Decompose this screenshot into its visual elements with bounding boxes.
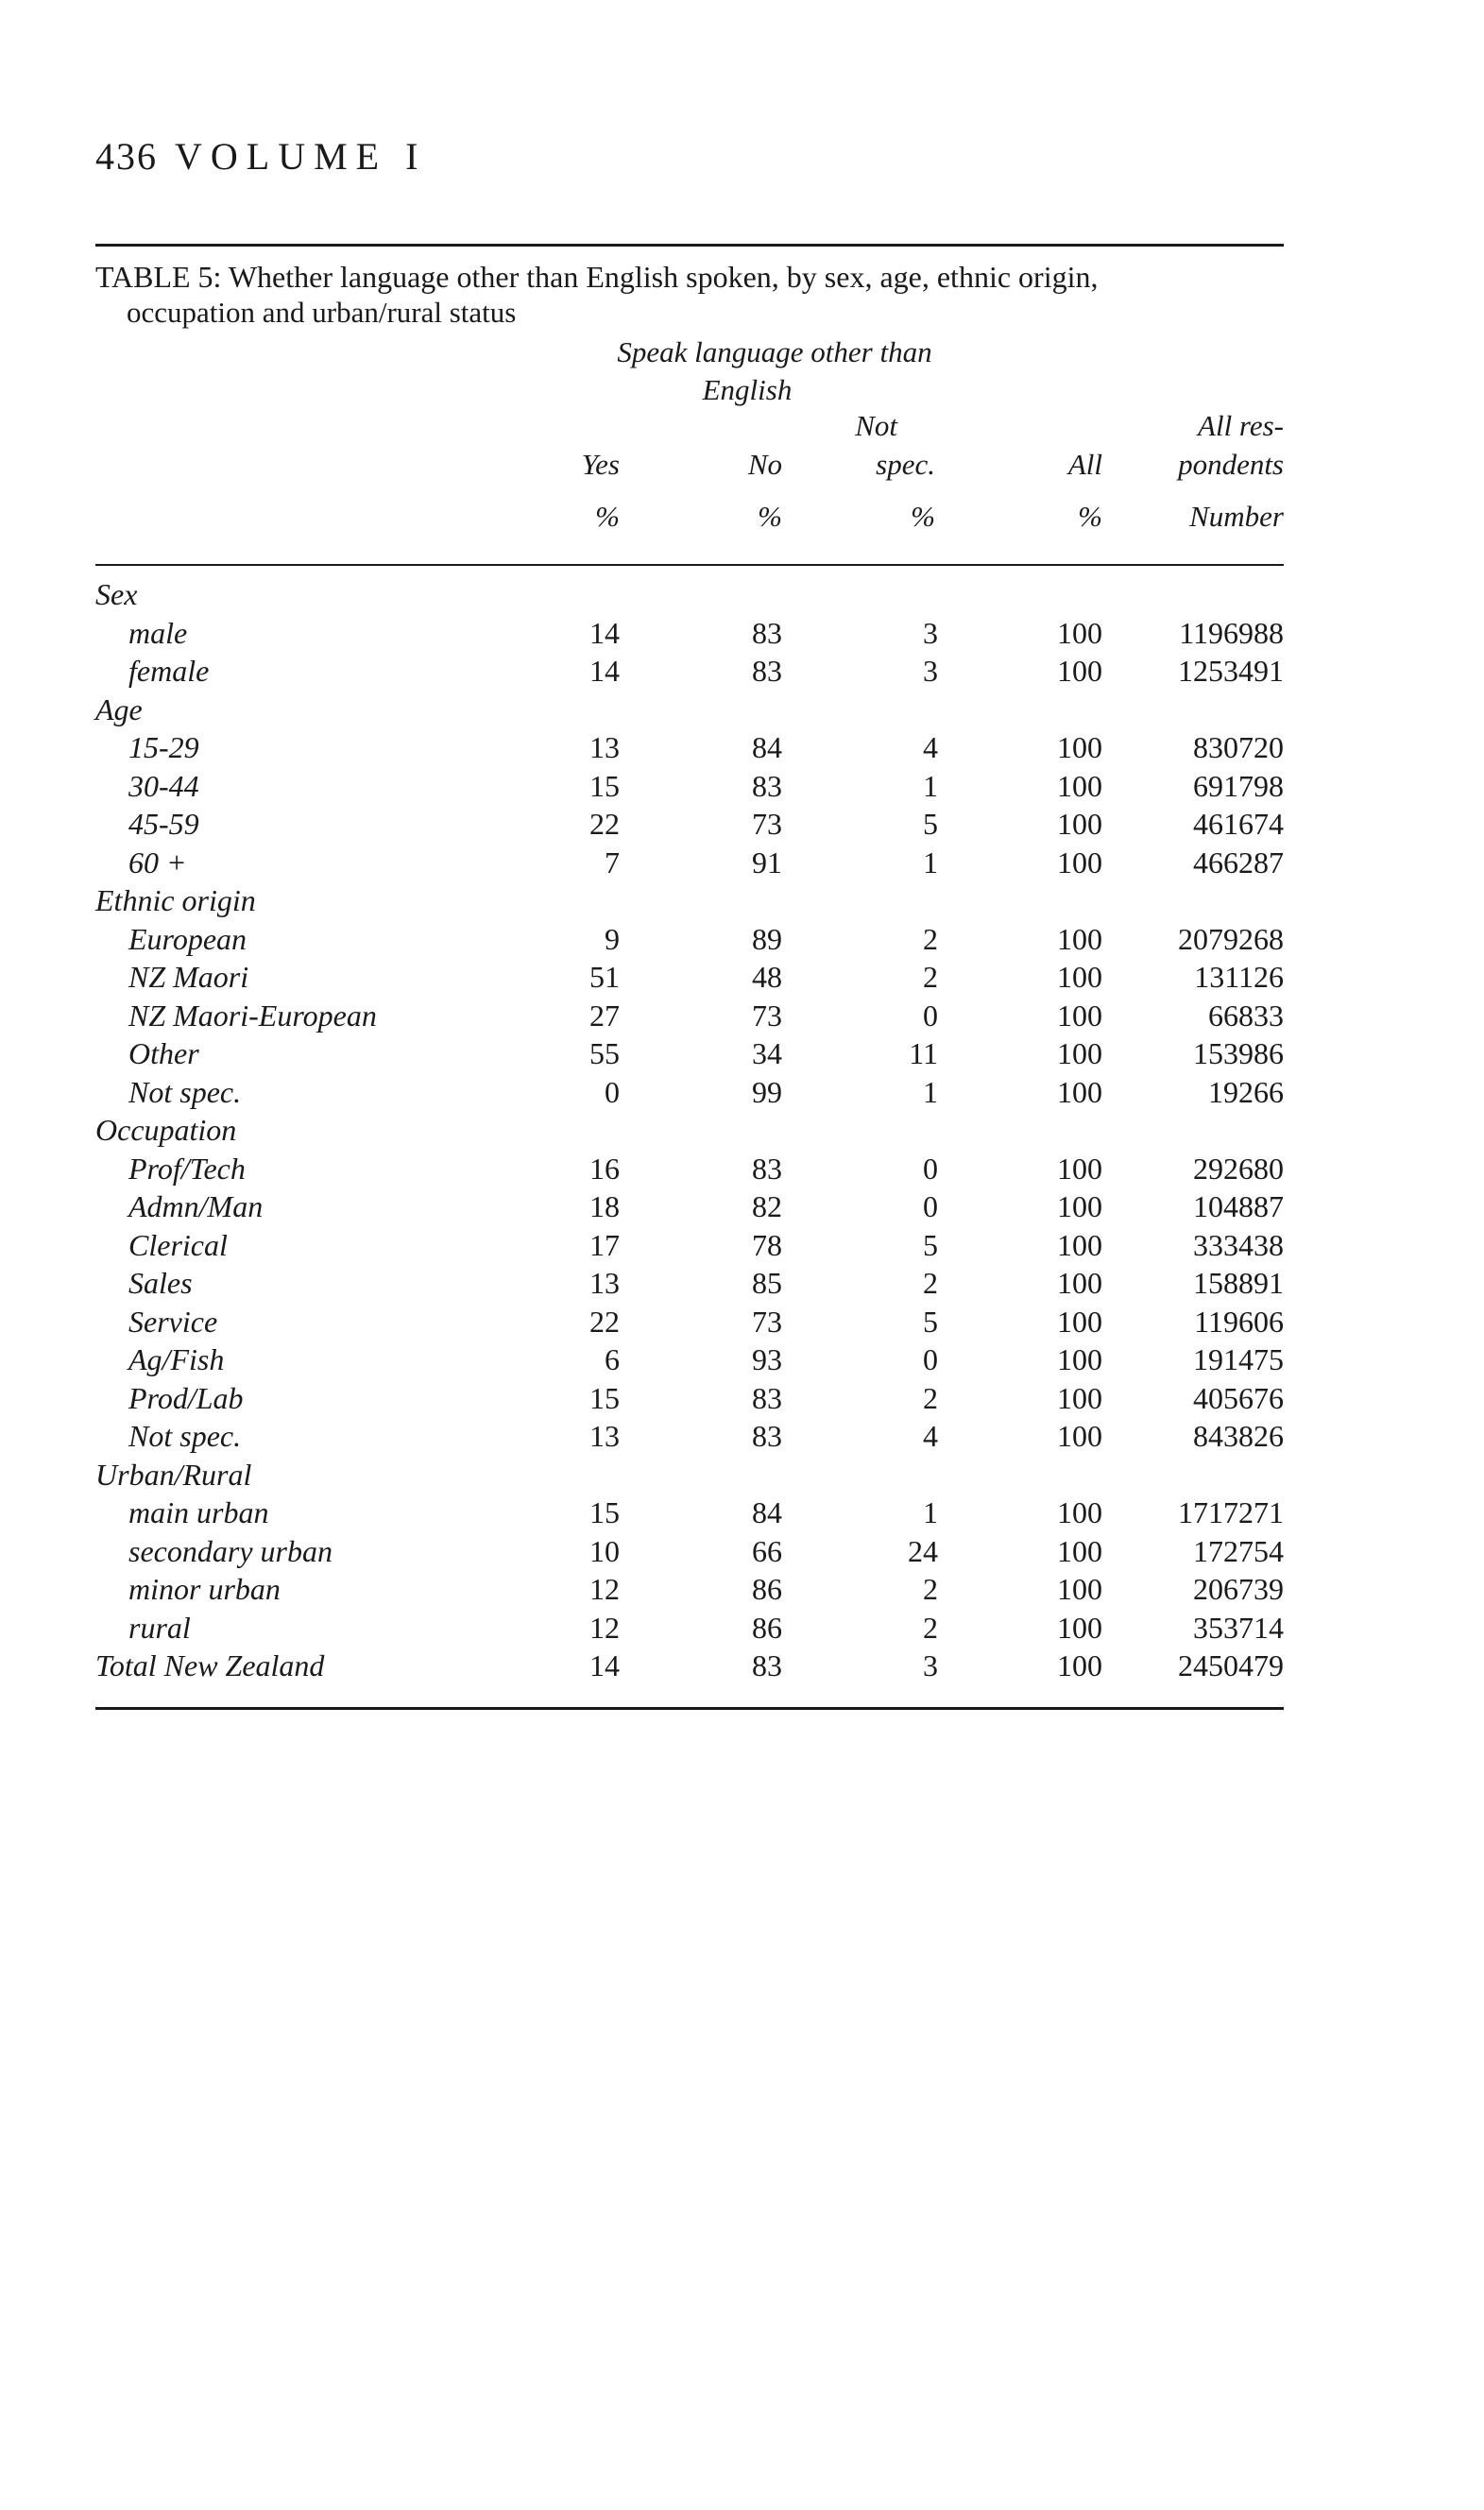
row-label: NZ Maori: [128, 960, 249, 994]
unit-yes: %: [595, 500, 620, 533]
group-heading-row: [95, 1111, 1284, 1150]
cell-no: 66: [752, 1533, 782, 1568]
cell-not-spec: 3: [923, 1648, 938, 1682]
row-label: Ag/Fish: [128, 1342, 225, 1376]
row-label: 45-59: [128, 807, 199, 841]
cell-all: 100: [1057, 1189, 1102, 1223]
table-row: [95, 614, 1284, 653]
group-label: Age: [95, 692, 143, 726]
table-bottom-rule: [95, 1707, 1284, 1710]
cell-no: 34: [752, 1036, 782, 1070]
cell-all: 100: [1057, 1342, 1102, 1376]
cell-number: 405676: [1193, 1380, 1284, 1415]
cell-number: 206739: [1193, 1572, 1284, 1606]
row-label: main urban: [128, 1495, 269, 1529]
table-row: [95, 844, 1284, 882]
table-row: [95, 1073, 1284, 1112]
header-no: No: [747, 448, 782, 481]
cell-number: 353714: [1193, 1610, 1284, 1645]
cell-no: 83: [752, 1648, 782, 1682]
cell-no: 93: [752, 1342, 782, 1376]
cell-all: 100: [1057, 654, 1102, 688]
cell-not-spec: 0: [923, 1342, 938, 1376]
row-label: rural: [128, 1610, 191, 1645]
cell-number: 292680: [1193, 1151, 1284, 1186]
group-label: Occupation: [95, 1113, 237, 1147]
table-row: [95, 1264, 1284, 1303]
cell-yes: 14: [589, 1648, 620, 1682]
row-label: minor urban: [128, 1572, 281, 1606]
cell-all: 100: [1057, 1495, 1102, 1529]
cell-all: 100: [1057, 1074, 1102, 1109]
cell-yes: 10: [589, 1533, 620, 1568]
row-label: Admn/Man: [128, 1189, 264, 1223]
cell-yes: 14: [589, 654, 620, 688]
cell-no: 83: [752, 1151, 782, 1186]
unit-respondents: Number: [1189, 500, 1284, 533]
cell-all: 100: [1057, 960, 1102, 994]
cell-number: 131126: [1194, 960, 1284, 994]
cell-yes: 51: [589, 960, 620, 994]
row-label: Sales: [128, 1266, 193, 1300]
cell-all: 100: [1057, 1572, 1102, 1606]
table-row: [95, 1494, 1284, 1532]
cell-not-spec: 24: [908, 1533, 938, 1568]
cell-not-spec: 0: [923, 998, 938, 1033]
group-heading-row: [95, 691, 1284, 729]
header-respondents-line-2: pondents: [1178, 448, 1284, 481]
table-row: [95, 1417, 1284, 1456]
cell-all: 100: [1057, 730, 1102, 764]
cell-not-spec: 1: [923, 768, 938, 803]
table-row: [95, 1187, 1284, 1226]
row-label: secondary urban: [128, 1533, 333, 1568]
cell-yes: 22: [589, 807, 620, 841]
cell-not-spec: 4: [923, 730, 938, 764]
row-label: Not spec.: [128, 1419, 242, 1453]
cell-no: 73: [752, 1304, 782, 1339]
cell-number: 119606: [1194, 1304, 1284, 1339]
column-spanner: [529, 333, 1020, 409]
table-row: [95, 920, 1284, 959]
cell-no: 78: [752, 1227, 782, 1262]
group-label: Total New Zealand: [95, 1648, 325, 1682]
cell-number: 158891: [1193, 1266, 1284, 1300]
cell-number: 830720: [1193, 730, 1284, 764]
cell-not-spec: 2: [923, 960, 938, 994]
header-rule: [95, 564, 1284, 566]
cell-yes: 6: [605, 1342, 620, 1376]
cell-yes: 0: [605, 1074, 620, 1109]
cell-no: 85: [752, 1266, 782, 1300]
group-heading-row: [95, 575, 1284, 614]
cell-no: 82: [752, 1189, 782, 1223]
table-row: [95, 1034, 1284, 1073]
unit-all: %: [1078, 500, 1102, 533]
table-row: [95, 958, 1284, 997]
cell-number: 172754: [1193, 1533, 1284, 1568]
header-respondents-line-1: All res-: [1198, 409, 1284, 442]
table-caption: [95, 259, 1288, 331]
table-row: [95, 1303, 1284, 1341]
cell-yes: 12: [589, 1610, 620, 1645]
table-row: [95, 997, 1284, 1035]
header-not-spec-line-2: spec.: [876, 448, 935, 481]
table-row: [95, 1226, 1284, 1265]
row-label: Clerical: [128, 1227, 228, 1262]
group-label: Urban/Rural: [95, 1457, 252, 1492]
cell-all: 100: [1057, 807, 1102, 841]
row-label: NZ Maori-European: [128, 998, 377, 1033]
table-row: [95, 1570, 1284, 1609]
cell-no: 89: [752, 921, 782, 956]
cell-no: 86: [752, 1572, 782, 1606]
cell-yes: 12: [589, 1572, 620, 1606]
cell-not-spec: 2: [923, 1266, 938, 1300]
header-yes: Yes: [581, 448, 620, 481]
cell-no: 48: [752, 960, 782, 994]
cell-all: 100: [1057, 998, 1102, 1033]
cell-number: 466287: [1193, 845, 1284, 879]
cell-all: 100: [1057, 768, 1102, 803]
table-body: [95, 575, 1284, 1685]
cell-not-spec: 0: [923, 1151, 938, 1186]
cell-yes: 15: [589, 1380, 620, 1415]
cell-yes: 15: [589, 768, 620, 803]
table-row: [95, 1150, 1284, 1188]
cell-not-spec: 1: [923, 1074, 938, 1109]
table-row: [95, 1609, 1284, 1648]
spanner-line-2: English: [702, 373, 793, 406]
cell-all: 100: [1057, 1610, 1102, 1645]
row-label: Prod/Lab: [128, 1380, 244, 1415]
cell-no: 83: [752, 1419, 782, 1453]
unit-not-spec: %: [911, 500, 935, 533]
cell-yes: 15: [589, 1495, 620, 1529]
cell-all: 100: [1057, 845, 1102, 879]
cell-not-spec: 5: [923, 1304, 938, 1339]
cell-yes: 14: [589, 615, 620, 650]
cell-yes: 17: [589, 1227, 620, 1262]
row-label: 60 +: [128, 845, 187, 879]
cell-number: 2079268: [1178, 921, 1284, 956]
row-label: European: [128, 921, 247, 956]
cell-number: 2450479: [1178, 1648, 1284, 1682]
cell-number: 153986: [1193, 1036, 1284, 1070]
cell-all: 100: [1057, 1266, 1102, 1300]
cell-not-spec: 1: [923, 1495, 938, 1529]
cell-all: 100: [1057, 615, 1102, 650]
cell-not-spec: 2: [923, 921, 938, 956]
row-label: 15-29: [128, 730, 199, 764]
cell-all: 100: [1057, 1380, 1102, 1415]
cell-all: 100: [1057, 1419, 1102, 1453]
cell-not-spec: 3: [923, 654, 938, 688]
cell-number: 461674: [1193, 807, 1284, 841]
cell-not-spec: 3: [923, 615, 938, 650]
cell-yes: 9: [605, 921, 620, 956]
cell-not-spec: 5: [923, 1227, 938, 1262]
cell-no: 73: [752, 998, 782, 1033]
cell-no: 83: [752, 615, 782, 650]
cell-yes: 16: [589, 1151, 620, 1186]
group-label: Sex: [95, 577, 138, 611]
cell-no: 86: [752, 1610, 782, 1645]
table-row: [95, 1532, 1284, 1571]
cell-not-spec: 1: [923, 845, 938, 879]
row-label: Service: [128, 1304, 218, 1339]
cell-not-spec: 11: [909, 1036, 938, 1070]
cell-yes: 27: [589, 998, 620, 1033]
row-label: female: [128, 654, 210, 688]
cell-number: 191475: [1193, 1342, 1284, 1376]
cell-yes: 18: [589, 1189, 620, 1223]
cell-number: 1196988: [1179, 615, 1284, 650]
group-heading-row: [95, 1456, 1284, 1494]
cell-number: 1717271: [1178, 1495, 1284, 1529]
cell-yes: 13: [589, 1419, 620, 1453]
table-row: [95, 652, 1284, 691]
cell-number: 19266: [1208, 1074, 1284, 1109]
cell-number: 104887: [1193, 1189, 1284, 1223]
table-row: [95, 767, 1284, 806]
cell-number: 333438: [1193, 1227, 1284, 1262]
unit-no: %: [758, 500, 782, 533]
table-row: [95, 728, 1284, 767]
cell-all: 100: [1057, 1151, 1102, 1186]
row-label: Other: [128, 1036, 199, 1070]
cell-not-spec: 2: [923, 1380, 938, 1415]
cell-no: 99: [752, 1074, 782, 1109]
running-head: [95, 134, 426, 179]
cell-not-spec: 5: [923, 807, 938, 841]
cell-yes: 22: [589, 1304, 620, 1339]
cell-all: 100: [1057, 1304, 1102, 1339]
table-row: [95, 1379, 1284, 1418]
cell-yes: 7: [605, 845, 620, 879]
cell-no: 84: [752, 1495, 782, 1529]
cell-all: 100: [1057, 1227, 1102, 1262]
row-label: Not spec.: [128, 1074, 242, 1109]
spanner-line-1: Speak language other than: [617, 335, 932, 368]
total-row: [95, 1647, 1284, 1685]
cell-no: 83: [752, 654, 782, 688]
group-heading-row: [95, 881, 1284, 920]
table-row: [95, 1340, 1284, 1379]
table-top-rule: [95, 244, 1284, 247]
cell-all: 100: [1057, 1648, 1102, 1682]
cell-number: 691798: [1193, 768, 1284, 803]
cell-not-spec: 2: [923, 1572, 938, 1606]
group-label: Ethnic origin: [95, 883, 256, 917]
header-all: All: [1067, 448, 1102, 481]
cell-yes: 55: [589, 1036, 620, 1070]
caption-line-2: occupation and urban/rural status: [127, 296, 517, 329]
cell-not-spec: 4: [923, 1419, 938, 1453]
cell-all: 100: [1057, 1533, 1102, 1568]
cell-no: 91: [752, 845, 782, 879]
cell-no: 73: [752, 807, 782, 841]
table-row: [95, 805, 1284, 844]
cell-no: 83: [752, 1380, 782, 1415]
cell-number: 66833: [1208, 998, 1284, 1033]
cell-yes: 13: [589, 1266, 620, 1300]
caption-line-1: TABLE 5: Whether language other than English spoken, by sex, age, ethnic origin,: [95, 260, 1099, 294]
cell-yes: 13: [589, 730, 620, 764]
cell-number: 1253491: [1178, 654, 1284, 688]
cell-number: 843826: [1193, 1419, 1284, 1453]
cell-all: 100: [1057, 1036, 1102, 1070]
header-not-spec-line-1: Not: [855, 409, 897, 442]
page-number: 436: [95, 135, 158, 178]
row-label: Prof/Tech: [128, 1151, 246, 1186]
cell-not-spec: 0: [923, 1189, 938, 1223]
row-label: 30-44: [128, 768, 199, 803]
cell-no: 84: [752, 730, 782, 764]
row-label: male: [128, 615, 188, 650]
volume-label: VOLUME I: [175, 135, 427, 178]
cell-all: 100: [1057, 921, 1102, 956]
cell-not-spec: 2: [923, 1610, 938, 1645]
cell-no: 83: [752, 768, 782, 803]
